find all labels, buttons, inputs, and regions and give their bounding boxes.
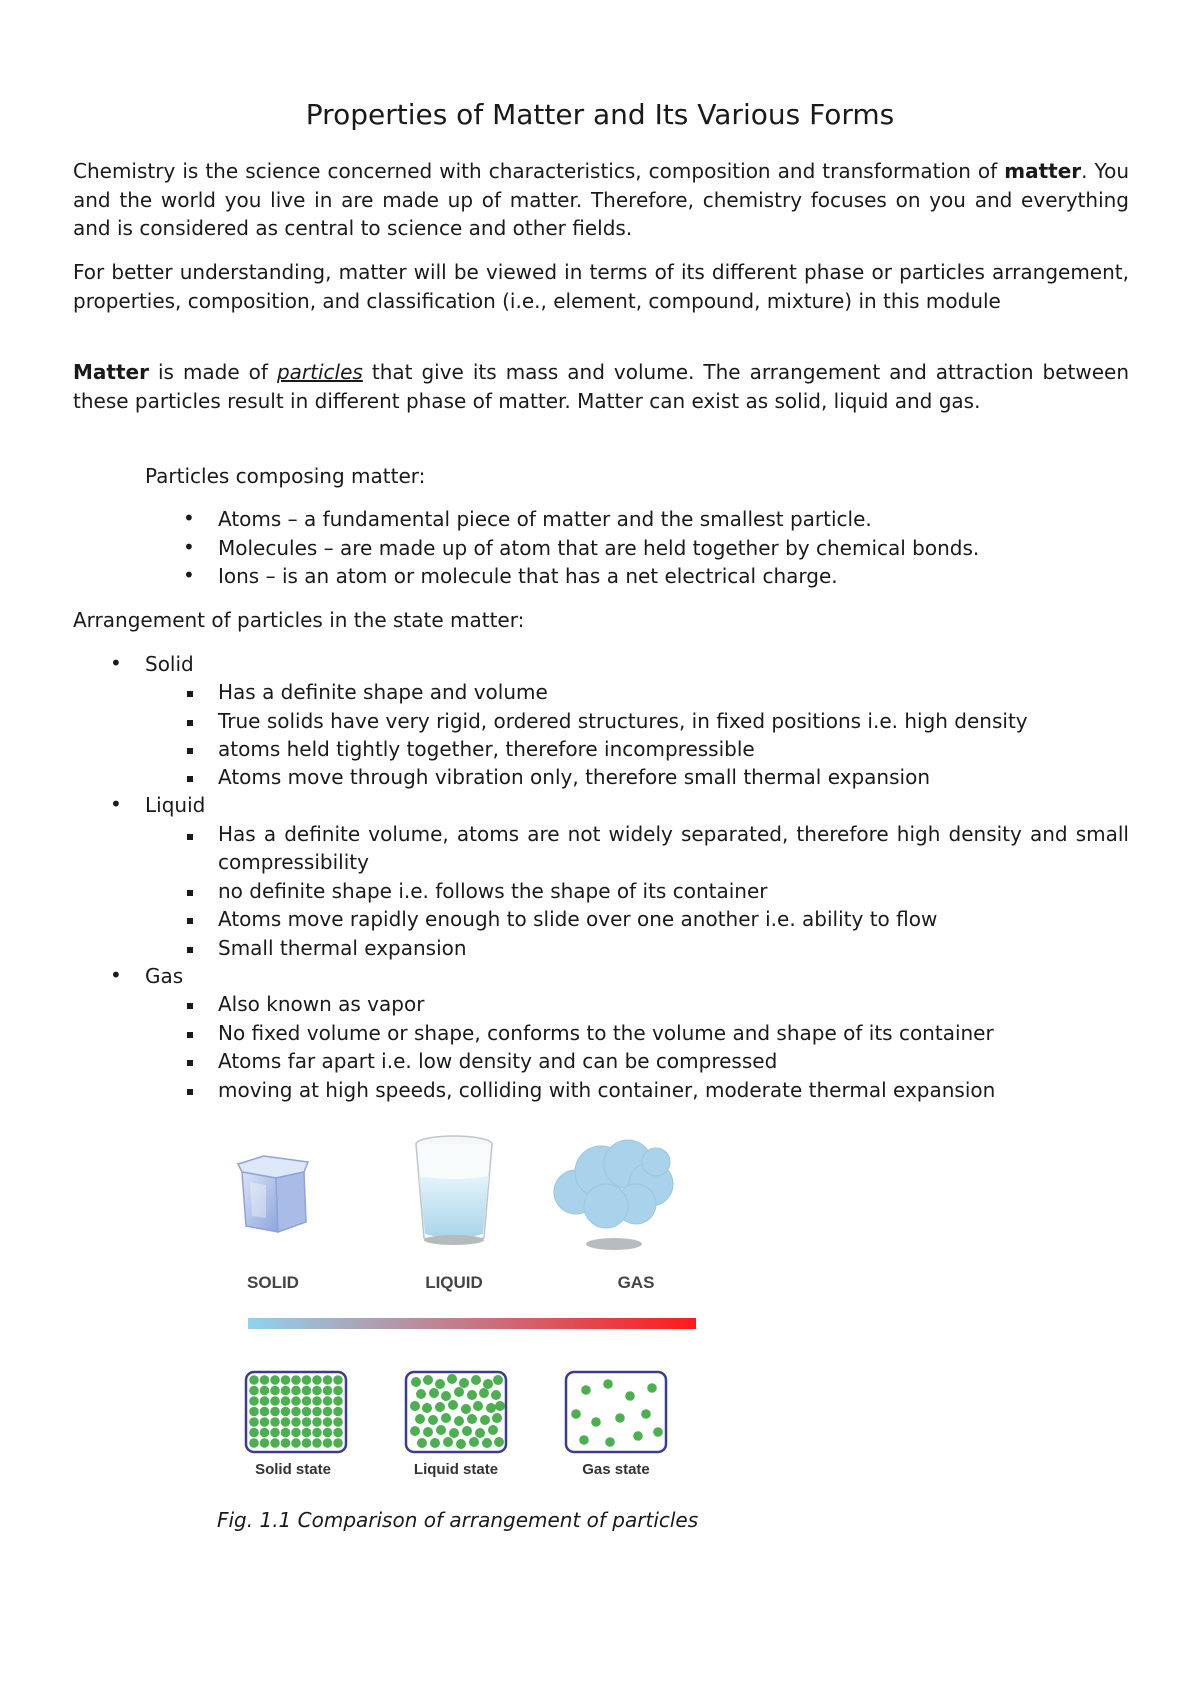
particle-dot <box>417 1438 427 1448</box>
particle-dot <box>291 1396 301 1406</box>
particle-dot <box>491 1390 501 1400</box>
particle-dot <box>441 1413 451 1423</box>
bullet-dot-icon: • <box>183 506 195 530</box>
particle-dot <box>625 1391 635 1401</box>
particle-dot <box>494 1437 504 1447</box>
particle-dot <box>312 1438 322 1448</box>
particle-dot <box>423 1427 433 1437</box>
particle-dot <box>323 1438 333 1448</box>
gas-item: Also known as vapor <box>218 992 425 1016</box>
label-solid: SOLID <box>247 1273 299 1292</box>
particle-dot <box>249 1375 259 1385</box>
particle-dot <box>333 1386 343 1396</box>
particle-dot <box>333 1428 343 1438</box>
particle-dot <box>653 1427 663 1437</box>
particle-dot <box>312 1396 322 1406</box>
particle-dot <box>429 1388 439 1398</box>
particle-dot <box>482 1438 492 1448</box>
particle-dot <box>281 1396 291 1406</box>
particle-dot <box>410 1426 420 1436</box>
liquid-item: Atoms move rapidly enough to slide over one another i.e. ability to flow <box>218 907 938 931</box>
square-bullet-icon <box>187 748 193 754</box>
particle-dot <box>492 1413 502 1423</box>
particle-dot <box>270 1386 280 1396</box>
particle-dot <box>480 1415 490 1425</box>
particle-dot <box>447 1374 457 1384</box>
state-name-gas: Gas <box>145 964 184 988</box>
particle-dot <box>411 1377 421 1387</box>
particle-dot <box>312 1417 322 1427</box>
matter-text-post: that give its mass and volume. The arrangement and attraction between these particles result in different phase of matter. Matter can exist as solid, liquid and gas. <box>73 360 1130 413</box>
particle-dot <box>249 1438 259 1448</box>
particle-dot <box>302 1396 312 1406</box>
particle-dot <box>493 1375 503 1385</box>
particle-dot <box>471 1375 481 1385</box>
particle-dot <box>333 1417 343 1427</box>
gas-cloud-icon <box>554 1140 673 1250</box>
particle-dot <box>302 1428 312 1438</box>
particle-dot <box>603 1379 613 1389</box>
particle-dot <box>249 1428 259 1438</box>
particle-dot <box>571 1409 581 1419</box>
solid-item: True solids have very rigid, ordered structures, in fixed positions i.e. high density <box>218 709 1028 733</box>
solid-item: Atoms move through vibration only, therefore small thermal expansion <box>218 765 930 789</box>
particle-dot <box>291 1438 301 1448</box>
bullet-dot-icon: • <box>183 563 195 587</box>
particle-dot <box>423 1375 433 1385</box>
particle-dot <box>260 1428 270 1438</box>
particle-dot <box>469 1437 479 1447</box>
label-liquid: LIQUID <box>425 1273 483 1292</box>
particle-dot <box>270 1417 280 1427</box>
particle-dot <box>312 1375 322 1385</box>
particle-dot <box>479 1388 489 1398</box>
states-of-matter-figure <box>216 1122 728 1478</box>
particle-dot <box>615 1413 625 1423</box>
particle-dot <box>449 1428 459 1438</box>
label-solid-state: Solid state <box>255 1461 331 1478</box>
particle-dot <box>410 1401 420 1411</box>
particle-dot <box>436 1425 446 1435</box>
square-bullet-icon <box>187 720 193 726</box>
gas-item: Atoms far apart i.e. low density and can be compressed <box>218 1049 778 1073</box>
bullet-dot-icon: • <box>110 651 122 675</box>
figure-caption: Fig. 1.1 Comparison of arrangement of particles <box>217 1508 699 1532</box>
particle-dot <box>260 1438 270 1448</box>
particle-dot <box>281 1417 291 1427</box>
particle-dot <box>333 1407 343 1417</box>
particle-dot <box>260 1396 270 1406</box>
particle-dot <box>415 1414 425 1424</box>
square-bullet-icon <box>187 1003 193 1009</box>
particle-dot <box>605 1437 615 1447</box>
particle-dot <box>323 1428 333 1438</box>
particle-dot <box>270 1375 280 1385</box>
particle-dot <box>323 1375 333 1385</box>
square-bullet-icon <box>187 834 193 840</box>
intro-text-pre: Chemistry is the science concerned with characteristics, composition and transformation of <box>73 159 1005 183</box>
particle-dot <box>323 1386 333 1396</box>
label-liquid-state: Liquid state <box>413 1461 499 1478</box>
particle-dot <box>461 1404 471 1414</box>
particle-dot <box>281 1386 291 1396</box>
square-bullet-icon <box>187 890 193 896</box>
particle-item-molecules: Molecules – are made up of atom that are held together by chemical bonds. <box>218 536 980 560</box>
particle-dot <box>333 1438 343 1448</box>
gas-item: No fixed volume or shape, conforms to the volume and shape of its container <box>218 1021 994 1045</box>
gas-state-box <box>566 1372 666 1452</box>
solid-state-box <box>246 1372 346 1452</box>
particle-dot <box>260 1375 270 1385</box>
particles-heading: Particles composing matter: <box>145 464 426 488</box>
particle-dot <box>467 1414 477 1424</box>
state-name-solid: Solid <box>145 652 194 676</box>
label-gas-state: Gas state <box>582 1461 650 1478</box>
understanding-paragraph: For better understanding, matter will be viewed in terms of its different phase or particles arrangement, properties, composition, and classification (i.e., element, compound, mixture) in this module <box>73 260 1129 313</box>
particle-dot <box>291 1417 301 1427</box>
square-bullet-icon <box>187 918 193 924</box>
particle-dot <box>302 1407 312 1417</box>
particle-dot <box>454 1416 464 1426</box>
water-glass-icon <box>416 1136 492 1245</box>
particle-dot <box>448 1400 458 1410</box>
square-bullet-icon <box>187 1060 193 1066</box>
bullet-dot-icon: • <box>110 963 122 987</box>
ice-cube-icon <box>238 1156 308 1232</box>
particle-dot <box>647 1383 657 1393</box>
square-bullet-icon <box>187 1089 193 1095</box>
particle-item-atoms: Atoms – a fundamental piece of matter and the smallest particle. <box>218 507 872 531</box>
particle-dot <box>291 1428 301 1438</box>
bullet-dot-icon: • <box>183 535 195 559</box>
bullet-dot-icon: • <box>110 792 122 816</box>
particle-dot <box>270 1407 280 1417</box>
particle-dot <box>302 1386 312 1396</box>
page-title: Properties of Matter and Its Various Forms <box>305 98 895 131</box>
particle-dot <box>462 1426 472 1436</box>
particle-dot <box>323 1396 333 1406</box>
particle-dot <box>443 1437 453 1447</box>
particle-dot <box>488 1425 498 1435</box>
gas-item: moving at high speeds, colliding with container, moderate thermal expansion <box>218 1078 996 1102</box>
particle-dot <box>441 1391 451 1401</box>
arrangement-heading: Arrangement of particles in the state matter: <box>73 608 525 632</box>
particle-dot <box>633 1431 643 1441</box>
particle-dot <box>456 1439 466 1449</box>
particle-dot <box>312 1407 322 1417</box>
square-bullet-icon <box>187 947 193 953</box>
particle-dot <box>260 1386 270 1396</box>
particle-dot <box>302 1417 312 1427</box>
intro-paragraph <box>73 157 1129 243</box>
matter-definition-paragraph <box>73 358 1129 415</box>
particle-dot <box>291 1407 301 1417</box>
particle-dot <box>473 1401 483 1411</box>
particle-dot <box>486 1403 496 1413</box>
particle-dot <box>435 1402 445 1412</box>
particle-dot <box>260 1407 270 1417</box>
particle-dot <box>249 1396 259 1406</box>
particle-dot <box>475 1428 485 1438</box>
particle-dot <box>281 1407 291 1417</box>
intro-bold-matter: matter <box>1004 159 1082 183</box>
label-gas: GAS <box>617 1273 655 1292</box>
particle-item-ions: Ions – is an atom or molecule that has a net electrical charge. <box>218 564 838 588</box>
matter-text-pre: is made of <box>148 360 277 384</box>
particle-dot <box>323 1417 333 1427</box>
particle-dot <box>579 1435 589 1445</box>
particle-dot <box>302 1438 312 1448</box>
particle-dot <box>260 1417 270 1427</box>
particle-dot <box>641 1409 651 1419</box>
particle-dot <box>291 1386 301 1396</box>
particle-dot <box>591 1417 601 1427</box>
particle-dot <box>333 1396 343 1406</box>
particle-dot <box>323 1407 333 1417</box>
particle-dot <box>249 1417 259 1427</box>
liquid-item: Has a definite volume, atoms are not widely separated, therefore high density and small compressibility <box>218 822 1129 874</box>
particle-dot <box>291 1375 301 1385</box>
particle-dot <box>281 1375 291 1385</box>
state-name-liquid: Liquid <box>145 793 206 817</box>
solid-item: atoms held tightly together, therefore incompressible <box>218 737 755 761</box>
particle-dot <box>302 1375 312 1385</box>
particle-dot <box>270 1428 280 1438</box>
particle-dot <box>483 1379 493 1389</box>
solid-item: Has a definite shape and volume <box>218 680 548 704</box>
particle-dot <box>422 1403 432 1413</box>
particle-dot <box>454 1387 464 1397</box>
particle-dot <box>428 1415 438 1425</box>
particles-underlined: particles <box>276 360 363 384</box>
square-bullet-icon <box>187 691 193 697</box>
particle-dot <box>581 1385 591 1395</box>
temperature-gradient-bar <box>248 1318 696 1329</box>
particle-dot <box>312 1428 322 1438</box>
particle-dot <box>416 1389 426 1399</box>
liquid-item: no definite shape i.e. follows the shape of its container <box>218 879 768 903</box>
particle-dot <box>281 1428 291 1438</box>
particle-dot <box>270 1396 280 1406</box>
square-bullet-icon <box>187 776 193 782</box>
particle-dot <box>312 1386 322 1396</box>
particle-dot <box>467 1390 477 1400</box>
liquid-item: Small thermal expansion <box>218 936 467 960</box>
intro-text-post: . You and the world you live in are made up of matter. Therefore, chemistry focuses on you and everything and is considered as central to science and other fields. <box>73 159 1129 240</box>
particle-dot <box>249 1386 259 1396</box>
particle-dot <box>270 1438 280 1448</box>
particle-dot <box>459 1378 469 1388</box>
particle-dot <box>435 1379 445 1389</box>
matter-bold: Matter <box>73 360 149 384</box>
square-bullet-icon <box>187 1032 193 1038</box>
particle-dot <box>249 1407 259 1417</box>
particle-dot <box>430 1438 440 1448</box>
particle-dot <box>333 1375 343 1385</box>
particle-dot <box>281 1438 291 1448</box>
particle-dot <box>495 1401 505 1411</box>
liquid-state-box <box>406 1372 506 1452</box>
